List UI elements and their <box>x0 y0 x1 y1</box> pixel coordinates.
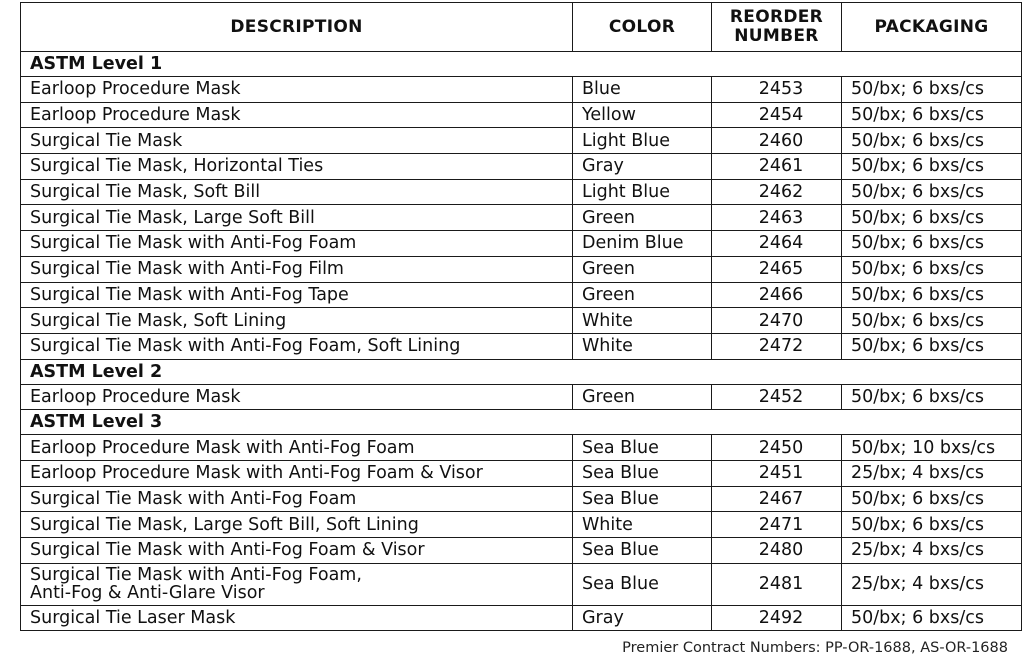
description-cell: Surgical Tie Mask, Soft Lining <box>21 308 573 334</box>
reorder-cell: 2450 <box>712 435 842 461</box>
color-cell: White <box>573 333 712 359</box>
description-cell: Surgical Tie Mask with Anti-Fog Foam, Soft Lining <box>21 333 573 359</box>
description-cell: Earloop Procedure Mask with Anti-Fog Foam & Visor <box>21 460 573 486</box>
description-line-1: Surgical Tie Mask with Anti-Fog Foam, <box>30 565 362 586</box>
table-row <box>21 538 1022 564</box>
packaging-cell: 50/bx; 6 bxs/cs <box>842 205 1022 231</box>
color-cell: Yellow <box>573 102 712 128</box>
reorder-cell: 2466 <box>712 282 842 308</box>
reorder-cell: 2465 <box>712 256 842 282</box>
product-table <box>20 2 1022 631</box>
header-reorder-number <box>712 3 842 52</box>
description-cell: Surgical Tie Mask with Anti-Fog Foam <box>21 486 573 512</box>
packaging-cell: 50/bx; 6 bxs/cs <box>842 154 1022 180</box>
color-cell: Green <box>573 256 712 282</box>
packaging-cell: 25/bx; 4 bxs/cs <box>842 460 1022 486</box>
table-row <box>21 333 1022 359</box>
reorder-cell: 2480 <box>712 538 842 564</box>
header-description: DESCRIPTION <box>21 3 573 52</box>
color-cell: Sea Blue <box>573 460 712 486</box>
contract-numbers-note: Premier Contract Numbers: PP-OR-1688, AS-OR-1688 <box>622 640 1008 656</box>
description-cell: Surgical Tie Mask, Horizontal Ties <box>21 154 573 180</box>
packaging-cell: 50/bx; 6 bxs/cs <box>842 231 1022 257</box>
reorder-cell: 2462 <box>712 179 842 205</box>
color-cell: Light Blue <box>573 128 712 154</box>
reorder-cell: 2471 <box>712 512 842 538</box>
table-row <box>21 435 1022 461</box>
table-row <box>21 460 1022 486</box>
table-row <box>21 205 1022 231</box>
color-cell: Green <box>573 205 712 231</box>
packaging-cell: 50/bx; 6 bxs/cs <box>842 179 1022 205</box>
section-title-level-3: ASTM Level 3 <box>21 410 1022 435</box>
packaging-cell: 50/bx; 10 bxs/cs <box>842 435 1022 461</box>
packaging-cell: 50/bx; 6 bxs/cs <box>842 333 1022 359</box>
section-title-level-2: ASTM Level 2 <box>21 359 1022 384</box>
table-row <box>21 605 1022 631</box>
description-cell: Earloop Procedure Mask <box>21 77 573 103</box>
header-reorder-line2: NUMBER <box>734 26 819 46</box>
reorder-cell: 2460 <box>712 128 842 154</box>
color-cell: Sea Blue <box>573 538 712 564</box>
description-cell: Surgical Tie Mask, Large Soft Bill, Soft Lining <box>21 512 573 538</box>
reorder-cell: 2451 <box>712 460 842 486</box>
packaging-cell: 50/bx; 6 bxs/cs <box>842 486 1022 512</box>
packaging-cell: 50/bx; 6 bxs/cs <box>842 128 1022 154</box>
reorder-cell: 2454 <box>712 102 842 128</box>
reorder-cell: 2453 <box>712 77 842 103</box>
packaging-cell: 50/bx; 6 bxs/cs <box>842 102 1022 128</box>
packaging-cell: 50/bx; 6 bxs/cs <box>842 605 1022 631</box>
description-cell: Surgical Tie Mask with Anti-Fog Foam <box>21 231 573 257</box>
packaging-cell: 50/bx; 6 bxs/cs <box>842 512 1022 538</box>
table-row <box>21 256 1022 282</box>
reorder-cell: 2461 <box>712 154 842 180</box>
description-cell <box>21 563 573 605</box>
description-cell: Surgical Tie Mask with Anti-Fog Foam & Visor <box>21 538 573 564</box>
table-row <box>21 282 1022 308</box>
description-cell: Earloop Procedure Mask with Anti-Fog Foam <box>21 435 573 461</box>
color-cell: White <box>573 308 712 334</box>
packaging-cell: 50/bx; 6 bxs/cs <box>842 282 1022 308</box>
table-row <box>21 102 1022 128</box>
table-row <box>21 486 1022 512</box>
reorder-cell: 2470 <box>712 308 842 334</box>
table-row <box>21 128 1022 154</box>
reorder-cell: 2463 <box>712 205 842 231</box>
header-packaging: PACKAGING <box>842 3 1022 52</box>
description-cell: Earloop Procedure Mask <box>21 384 573 410</box>
reorder-cell: 2481 <box>712 563 842 605</box>
reorder-cell: 2472 <box>712 333 842 359</box>
table-row <box>21 77 1022 103</box>
description-cell: Surgical Tie Mask with Anti-Fog Film <box>21 256 573 282</box>
section-title-level-1: ASTM Level 1 <box>21 52 1022 77</box>
table-row <box>21 512 1022 538</box>
color-cell: Green <box>573 384 712 410</box>
color-cell: Green <box>573 282 712 308</box>
color-cell: Denim Blue <box>573 231 712 257</box>
packaging-cell: 50/bx; 6 bxs/cs <box>842 308 1022 334</box>
description-cell: Surgical Tie Mask, Soft Bill <box>21 179 573 205</box>
color-cell: Sea Blue <box>573 486 712 512</box>
packaging-cell: 25/bx; 4 bxs/cs <box>842 538 1022 564</box>
packaging-cell: 25/bx; 4 bxs/cs <box>842 563 1022 605</box>
packaging-cell: 50/bx; 6 bxs/cs <box>842 384 1022 410</box>
header-color: COLOR <box>573 3 712 52</box>
section-row <box>21 359 1022 384</box>
section-row <box>21 410 1022 435</box>
reorder-cell: 2464 <box>712 231 842 257</box>
reorder-cell: 2467 <box>712 486 842 512</box>
color-cell: Blue <box>573 77 712 103</box>
color-cell: Light Blue <box>573 179 712 205</box>
description-cell: Surgical Tie Mask, Large Soft Bill <box>21 205 573 231</box>
header-row <box>21 3 1022 52</box>
description-cell: Earloop Procedure Mask <box>21 102 573 128</box>
header-reorder-line1: REORDER <box>729 7 824 27</box>
color-cell: Sea Blue <box>573 435 712 461</box>
packaging-cell: 50/bx; 6 bxs/cs <box>842 77 1022 103</box>
table-row <box>21 563 1022 605</box>
description-cell: Surgical Tie Mask <box>21 128 573 154</box>
description-cell: Surgical Tie Laser Mask <box>21 605 573 631</box>
table-row <box>21 384 1022 410</box>
description-cell: Surgical Tie Mask with Anti-Fog Tape <box>21 282 573 308</box>
color-cell: Gray <box>573 154 712 180</box>
reorder-cell: 2492 <box>712 605 842 631</box>
description-line-2: Anti-Fog & Anti-Glare Visor <box>30 583 265 604</box>
packaging-cell: 50/bx; 6 bxs/cs <box>842 256 1022 282</box>
table-row <box>21 308 1022 334</box>
reorder-cell: 2452 <box>712 384 842 410</box>
section-row <box>21 52 1022 77</box>
color-cell: Gray <box>573 605 712 631</box>
table-row <box>21 179 1022 205</box>
color-cell: Sea Blue <box>573 563 712 605</box>
table-row <box>21 231 1022 257</box>
color-cell: White <box>573 512 712 538</box>
table-row <box>21 154 1022 180</box>
